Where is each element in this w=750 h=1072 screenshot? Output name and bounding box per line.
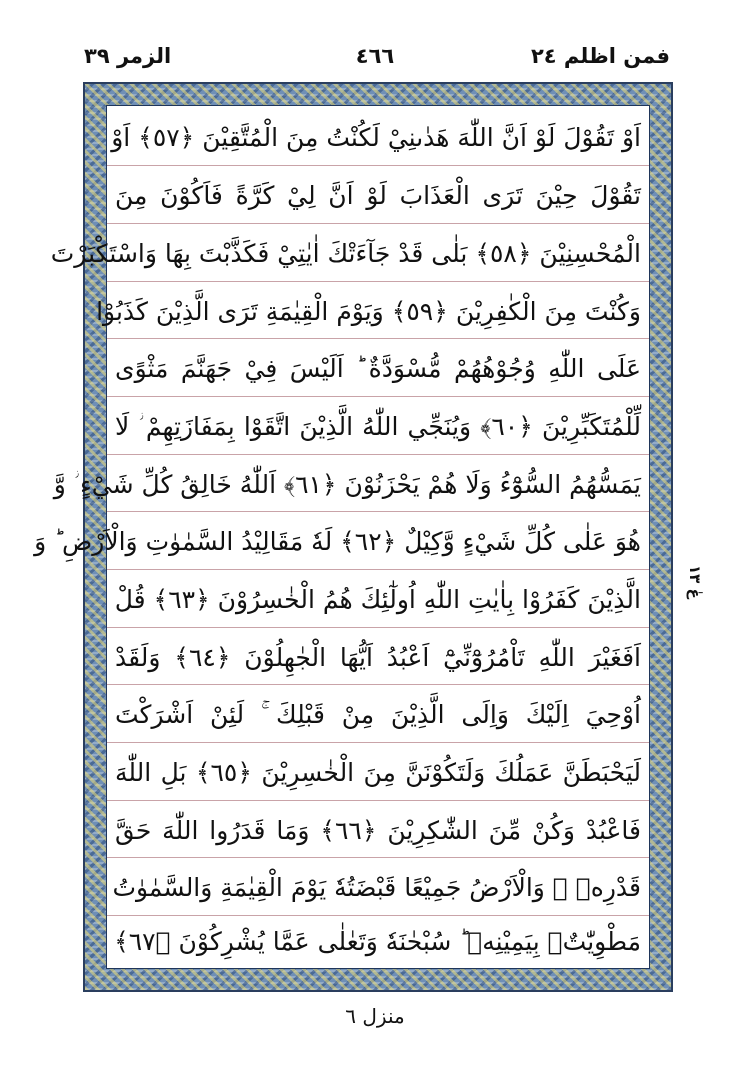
text-line: اَفَغَيْرَ اللّٰهِ تَاْمُرُوْٓنِّيْٓ اَعْبُدُ اَيُّهَا الْجٰهِلُوْنَ ﴿٦٤﴾ وَلَقَدْ xyxy=(115,643,641,672)
line-divider xyxy=(107,800,649,801)
manzil-footer: منزل ٦ xyxy=(345,1004,405,1028)
text-line: الْمُحْسِنِيْنَ ﴿٥٨﴾ بَلٰى قَدْ جَآءَتْكَ اٰيٰتِيْ فَكَذَّبْتَ بِهَا وَاسْتَكْبَرْتَ xyxy=(50,239,641,268)
line-divider xyxy=(107,915,649,916)
text-line: يَمَسُّهُمُ السُّوْٓءُ وَلَا هُمْ يَحْزَنُوْنَ ﴿٦١﴾ اَللّٰهُ خَالِقُ كُلِّ شَيْءٍ ؗ وَّ xyxy=(53,470,641,499)
text-line: هُوَ عَلٰى كُلِّ شَيْءٍ وَّكِيْلٌ ﴿٦٢﴾ لَهٗ مَقَالِيْدُ السَّمٰوٰتِ وَالْاَرْضِ ؕ وَ xyxy=(34,527,641,556)
line-divider xyxy=(107,627,649,628)
ruku-margin-marker: عٰ ١٣ xyxy=(686,565,704,599)
line-divider xyxy=(107,165,649,166)
text-line: لَيَحْبَطَنَّ عَمَلُكَ وَلَتَكُوْنَنَّ مِنَ الْخٰسِرِيْنَ ﴿٦٥﴾ بَلِ اللّٰهَ xyxy=(115,758,641,787)
line-divider xyxy=(107,511,649,512)
line-divider xyxy=(107,454,649,455)
line-divider xyxy=(107,684,649,685)
surah-title: الزمر ٣٩ xyxy=(84,44,172,68)
text-line: فَاعْبُدْ وَكُنْ مِّنَ الشّٰكِرِيْنَ ﴿٦٦﴾ وَمَا قَدَرُوا اللّٰهَ حَقَّ xyxy=(115,816,641,845)
text-line: لِّلْمُتَكَبِّرِيْنَ ﴿٦٠﴾ وَيُنَجِّي اللّٰهُ الَّذِيْنَ اتَّقَوْا بِمَفَازَتِهِمْ ؗ لَا xyxy=(115,412,641,441)
text-line: مَطْوِيّٰتٌۢ بِيَمِيْنِهٖ ؕ سُبْحٰنَهٗ وَتَعٰلٰى عَمَّا يُشْرِكُوْنَ ﴿٦٧﴾ xyxy=(114,927,641,956)
text-line: عَلَى اللّٰهِ وُجُوْهُهُمْ مُّسْوَدَّةٌ ؕ اَلَيْسَ فِيْ جَهَنَّمَ مَثْوًى xyxy=(115,354,641,383)
text-line: اَوْ تَقُوْلَ لَوْ اَنَّ اللّٰهَ هَدٰىنِيْ لَكُنْتُ مِنَ الْمُتَّقِيْنَ ﴿٥٧﴾ اَوْ xyxy=(111,123,641,152)
text-line: اُوْحِيَ اِلَيْكَ وَاِلَى الَّذِيْنَ مِنْ قَبْلِكَ ۚ لَئِنْ اَشْرَكْتَ xyxy=(115,700,641,729)
text-line: الَّذِيْنَ كَفَرُوْا بِاٰيٰتِ اللّٰهِ اُولٰٓئِكَ هُمُ الْخٰسِرُوْنَ ﴿٦٣﴾ قُلْ xyxy=(114,585,641,614)
text-line: قَدْرِهٖ ۖ وَالْاَرْضُ جَمِيْعًا قَبْضَتُهٗ يَوْمَ الْقِيٰمَةِ وَالسَّمٰوٰتُ xyxy=(112,873,641,902)
line-divider xyxy=(107,396,649,397)
line-divider xyxy=(107,569,649,570)
page-header xyxy=(0,44,750,80)
text-line: وَكُنْتَ مِنَ الْكٰفِرِيْنَ ﴿٥٩﴾ وَيَوْمَ الْقِيٰمَةِ تَرَى الَّذِيْنَ كَذَبُوْا xyxy=(96,297,641,326)
quran-text-panel xyxy=(34,105,650,969)
line-divider xyxy=(107,742,649,743)
juz-title: فمن اظلم ٢٤ xyxy=(530,44,670,68)
line-divider xyxy=(107,223,649,224)
text-line: تَقُوْلَ حِيْنَ تَرَى الْعَذَابَ لَوْ اَنَّ لِيْ كَرَّةً فَاَكُوْنَ مِنَ xyxy=(115,181,641,210)
page-number: ٤٦٦ xyxy=(355,44,395,68)
line-divider xyxy=(107,338,649,339)
line-divider xyxy=(107,281,649,282)
line-divider xyxy=(107,857,649,858)
